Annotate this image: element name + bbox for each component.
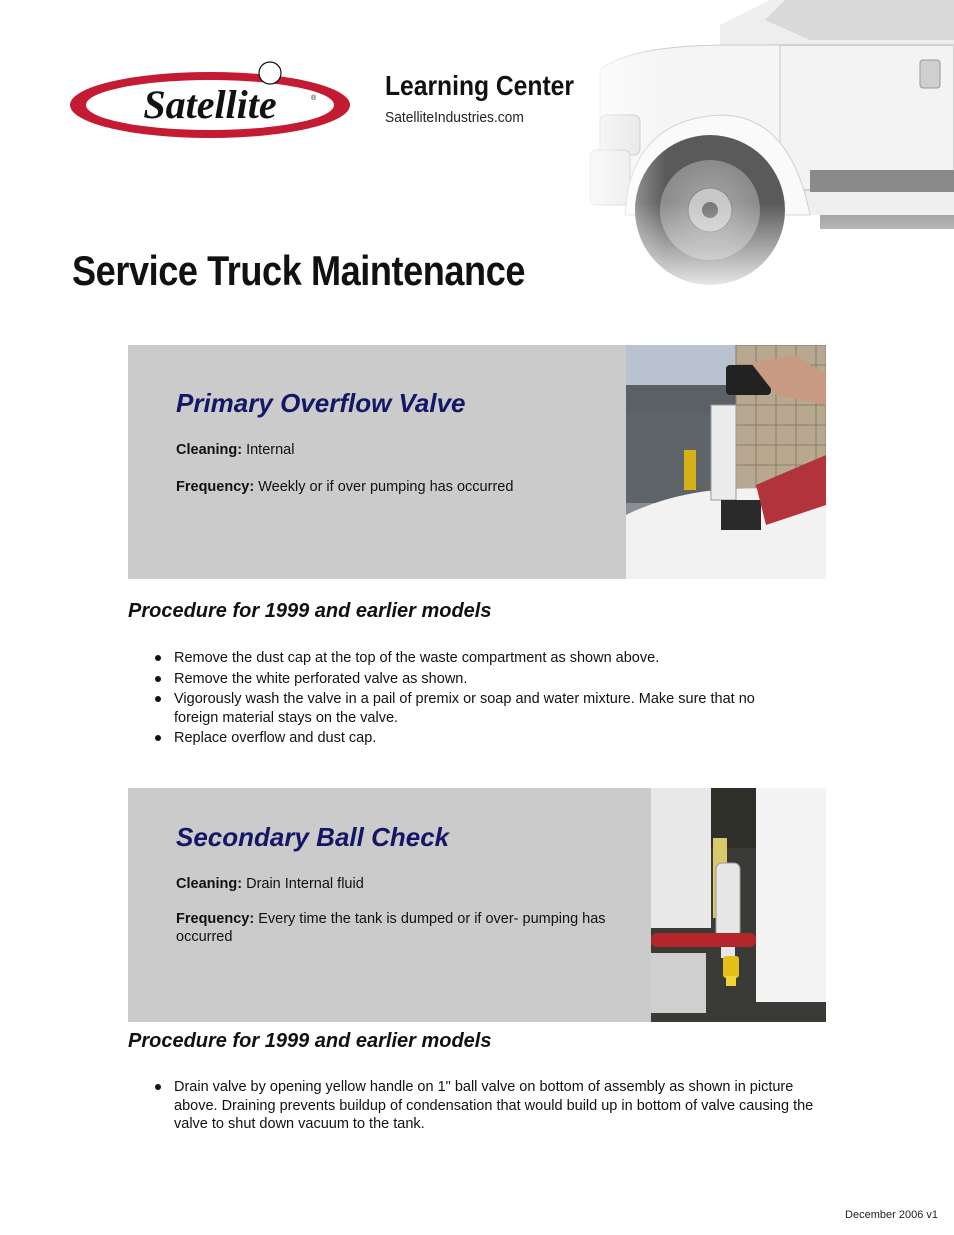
learning-center-heading: Learning Center [385, 70, 574, 101]
list-item: Drain valve by opening yellow handle on 1" ball valve on bottom of assembly as shown in picture above. Draining prevents buildup of condensation that would build up in bottom of valve causing the valve to shut down vacuum to the tank. [128, 1078, 828, 1134]
bullet-icon [155, 676, 161, 682]
ball-check-photo [651, 788, 826, 1022]
frequency-field: Frequency: Weekly or if over pumping has occurred [176, 479, 514, 495]
section-title: Secondary Ball Check [176, 822, 450, 852]
procedure-steps-list [128, 1078, 828, 1136]
svg-text:Satellite: Satellite [143, 82, 277, 127]
svg-text:®: ® [311, 95, 317, 102]
website-link[interactable]: SatelliteIndustries.com [385, 109, 524, 126]
overflow-valve-photo [626, 345, 826, 579]
list-item: Remove the white perforated valve as shown. [128, 670, 798, 689]
bullet-icon [155, 696, 161, 702]
section-title: Primary Overflow Valve [176, 388, 466, 418]
bullet-icon [155, 1084, 161, 1090]
list-item: Vigorously wash the valve in a pail of premix or soap and water mixture. Make sure that no foreign material stays on the valve. [128, 690, 798, 727]
cleaning-field: Cleaning: Drain Internal fluid [176, 876, 364, 892]
procedure-heading: Procedure for 1999 and earlier models [128, 600, 492, 622]
satellite-logo [68, 60, 358, 140]
cleaning-field: Cleaning: Internal [176, 442, 295, 458]
footer-version: December 2006 v1 [845, 1209, 938, 1221]
bullet-icon [155, 655, 161, 661]
list-item: Replace overflow and dust cap. [128, 729, 798, 748]
truck-photo [570, 0, 954, 290]
procedure-heading: Procedure for 1999 and earlier models [128, 1030, 492, 1052]
page-title: Service Truck Maintenance [72, 247, 526, 294]
procedure-steps-list [128, 649, 798, 750]
frequency-field: Frequency: Every time the tank is dumped or if over- pumping has occurred [176, 911, 606, 945]
bullet-icon [155, 735, 161, 741]
list-item: Remove the dust cap at the top of the waste compartment as shown above. [128, 649, 798, 668]
